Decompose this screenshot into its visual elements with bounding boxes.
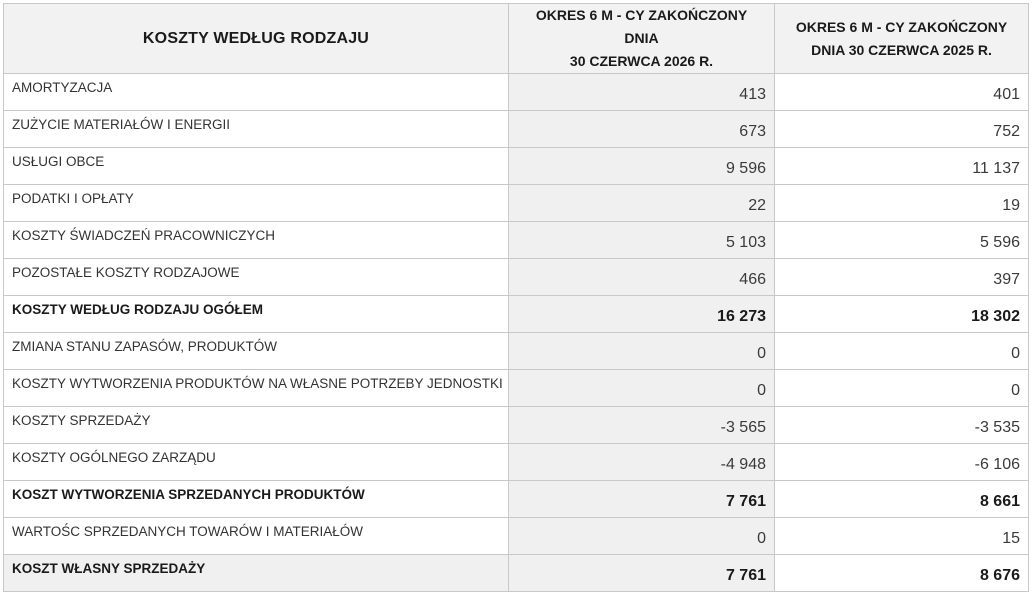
- row-label: KOSZTY WEDŁUG RODZAJU OGÓŁEM: [4, 296, 509, 333]
- row-label: KOSZTY ŚWIADCZEŃ PRACOWNICZYCH: [4, 222, 509, 259]
- row-value-2026: 5 103: [509, 222, 775, 259]
- header-current-period: [509, 4, 775, 74]
- row-value-2026: 0: [509, 370, 775, 407]
- row-value-2026: 673: [509, 111, 775, 148]
- table-body: [4, 74, 1029, 592]
- row-value-2025: 19: [775, 185, 1029, 222]
- row-value-2025: 752: [775, 111, 1029, 148]
- row-value-2025: 15: [775, 518, 1029, 555]
- header-label: KOSZTY WEDŁUG RODZAJU: [4, 4, 509, 74]
- table-row: [4, 333, 1029, 370]
- row-value-2025: 5 596: [775, 222, 1029, 259]
- row-value-2026: -4 948: [509, 444, 775, 481]
- row-value-2025: 8 676: [775, 555, 1029, 592]
- table-row: [4, 481, 1029, 518]
- table-row: [4, 296, 1029, 333]
- row-label: KOSZT WŁASNY SPRZEDAŻY: [4, 555, 509, 592]
- row-label: ZMIANA STANU ZAPASÓW, PRODUKTÓW: [4, 333, 509, 370]
- row-label: PODATKI I OPŁATY: [4, 185, 509, 222]
- row-value-2025: 0: [775, 370, 1029, 407]
- table-header: [4, 4, 1029, 74]
- row-label: AMORTYZACJA: [4, 74, 509, 111]
- row-value-2026: 7 761: [509, 555, 775, 592]
- row-label: WARTOŚC SPRZEDANYCH TOWARÓW I MATERIAŁÓW: [4, 518, 509, 555]
- row-value-2026: 22: [509, 185, 775, 222]
- row-value-2025: 397: [775, 259, 1029, 296]
- table-row: [4, 518, 1029, 555]
- row-value-2025: 401: [775, 74, 1029, 111]
- row-value-2025: 8 661: [775, 481, 1029, 518]
- row-label: ZUŻYCIE MATERIAŁÓW I ENERGII: [4, 111, 509, 148]
- costs-by-type-table: [3, 3, 1029, 592]
- table-row: [4, 185, 1029, 222]
- table-row: [4, 111, 1029, 148]
- row-value-2026: 413: [509, 74, 775, 111]
- row-value-2026: 9 596: [509, 148, 775, 185]
- header-current-period-line2: 30 CZERWCA 2026 R.: [569, 53, 714, 69]
- header-previous-period: [775, 4, 1029, 74]
- table-row: [4, 74, 1029, 111]
- header-previous-period-line1: OKRES 6 M - CY ZAKOŃCZONY: [795, 18, 1008, 35]
- table-row: [4, 370, 1029, 407]
- row-value-2026: 7 761: [509, 481, 775, 518]
- row-value-2026: 466: [509, 259, 775, 296]
- header-previous-period-line2: DNIA 30 CZERWCA 2025 R.: [811, 41, 992, 58]
- header-current-period-line1: OKRES 6 M - CY ZAKOŃCZONY DNIA: [535, 7, 748, 46]
- row-value-2025: -6 106: [775, 444, 1029, 481]
- table-row: [4, 222, 1029, 259]
- row-label: USŁUGI OBCE: [4, 148, 509, 185]
- row-value-2025: 18 302: [775, 296, 1029, 333]
- row-value-2026: 0: [509, 333, 775, 370]
- table-row: [4, 148, 1029, 185]
- row-label: KOSZTY SPRZEDAŻY: [4, 407, 509, 444]
- table-row: [4, 407, 1029, 444]
- row-value-2026: -3 565: [509, 407, 775, 444]
- header-row: [4, 4, 1029, 74]
- row-value-2025: 11 137: [775, 148, 1029, 185]
- row-value-2025: -3 535: [775, 407, 1029, 444]
- row-label: KOSZT WYTWORZENIA SPRZEDANYCH PRODUKTÓW: [4, 481, 509, 518]
- row-label: KOSZTY WYTWORZENIA PRODUKTÓW NA WŁASNE POTRZEBY JEDNOSTKI: [4, 370, 509, 407]
- row-label: POZOSTAŁE KOSZTY RODZAJOWE: [4, 259, 509, 296]
- row-value-2025: 0: [775, 333, 1029, 370]
- row-value-2026: 0: [509, 518, 775, 555]
- table-row: [4, 444, 1029, 481]
- row-label: KOSZTY OGÓLNEGO ZARZĄDU: [4, 444, 509, 481]
- table-row: [4, 259, 1029, 296]
- table-row: [4, 555, 1029, 592]
- row-value-2026: 16 273: [509, 296, 775, 333]
